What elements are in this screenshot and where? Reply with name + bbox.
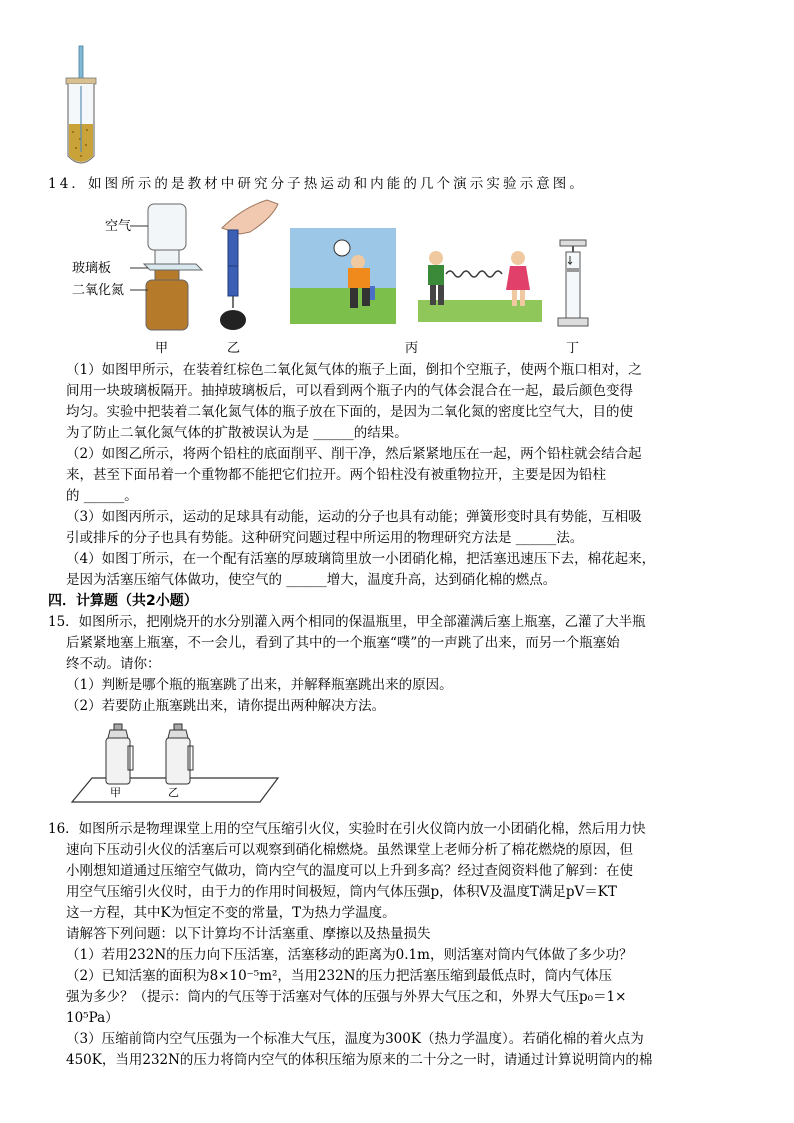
q16-line: 强为多少？（提示：筒内的气压等于活塞对气体的压强与外界大气压之和，外界大气压p₀＝1× xyxy=(66,989,627,1005)
q15-line: （1）判断是哪个瓶的瓶塞跳了出来，并解释瓶塞跳出来的原因。 xyxy=(66,677,453,693)
q14-line: 的 ______。 xyxy=(66,488,138,504)
figure-bing-soccer xyxy=(290,228,396,324)
q14-line: 来，甚至下面吊着一个重物都不能把它们拉开。两个铅柱没有被重物拉开，主要是因为铅柱 xyxy=(66,467,606,483)
test-tube-figure xyxy=(60,44,106,170)
q14-line: 为了防止二氧化氮气体的扩散被误认为是 ______的结果。 xyxy=(66,425,408,441)
label-bottle-jia: 甲 xyxy=(110,786,121,799)
leader-lines xyxy=(130,225,150,295)
label-air: 空气 xyxy=(105,219,132,234)
q15-line: 终不动。请你： xyxy=(66,656,161,672)
q16-line: 16．如图所示是物理课堂上用的空气压缩引火仪，实验时在引火仪筒内放一小团硝化棉，然后用力快 xyxy=(48,821,646,837)
figure-bing-spring xyxy=(418,240,542,322)
q14-line: 引或排斥的分子也具有势能。这种研究问题过程中所运用的物理研究方法是 ______法。 xyxy=(66,530,584,546)
label-glass-plate: 玻璃板 xyxy=(72,261,112,276)
q14-stem: 14．如图所示的是教材中研究分子热运动和内能的几个演示实验示意图。 xyxy=(48,176,586,192)
figure-yi-lead-cylinders xyxy=(212,198,282,338)
label-no2: 二氧化氮 xyxy=(72,283,125,298)
label-ding: 丁 xyxy=(566,341,580,356)
q16-line: 请解答下列问题：以下计算均不计活塞重、摩擦以及热量损失 xyxy=(66,926,431,942)
label-bottle-yi: 乙 xyxy=(168,786,179,799)
q16-line: 这一方程，其中K为恒定不变的常量，T为热力学温度。 xyxy=(66,905,396,921)
q14-line: 间用一块玻璃板隔开。抽掉玻璃板后，可以看到两个瓶子内的气体会混合在一起，最后颜色变得 xyxy=(66,383,633,399)
q14-line: 均匀。实验中把装着二氧化氮气体的瓶子放在下面的，是因为二氧化氮的密度比空气大，目的使 xyxy=(66,404,633,420)
q16-line: 用空气压缩引火仪时，由于力的作用时间极短，筒内气体压强p，体积V及温度T满足pV＝KT xyxy=(66,884,617,900)
q15-line: （2）若要防止瓶塞跳出来，请你提出两种解决方法。 xyxy=(66,698,386,714)
figure-jia-bottles xyxy=(140,200,210,335)
q15-line: 后紧紧地塞上瓶塞，不一会儿，看到了其中的一个瓶塞“噗”的一声跳了出来，而另一个瓶塞始 xyxy=(66,635,620,651)
q16-line: （3）压缩前筒内空气压强为一个标准大气压，温度为300K（热力学温度）。若硝化棉的着火点为 xyxy=(66,1031,644,1047)
q16-line: 速向下压动引火仪的活塞后可以观察到硝化棉燃烧。虽然课堂上老师分析了棉花燃烧的原因，但 xyxy=(66,842,633,858)
q14-line: （2）如图乙所示，将两个铅柱的底面削平、削干净，然后紧紧地压在一起，两个铅柱就会结合起 xyxy=(66,446,642,462)
q14-line: 是因为活塞压缩气体做功，使空气的 ______增大，温度升高，达到硝化棉的燃点。 xyxy=(66,572,557,588)
label-bing: 丙 xyxy=(405,341,419,356)
q16-line: （1）若用232N的压力向下压活塞，活塞移动的距离为0.1m，则活塞对筒内气体做了多少功？ xyxy=(66,947,633,963)
q15-line: 15．如图所示，把刚烧开的水分别灌入两个相同的保温瓶里，甲全部灌满后塞上瓶塞，乙灌了大半瓶 xyxy=(48,614,646,630)
label-jia: 甲 xyxy=(155,341,169,356)
q16-line: 10⁵Pa） xyxy=(66,1010,119,1026)
q16-line: 450K，当用232N的压力将筒内空气的体积压缩为原来的二十分之一时，请通过计算说明筒内的棉 xyxy=(66,1052,653,1068)
q14-line: （4）如图丁所示，在一个配有活塞的厚玻璃筒里放一小团硝化棉，把活塞迅速压下去，棉花起来， xyxy=(66,551,656,567)
q14-line: （3）如图丙所示，运动的足球具有动能，运动的分子也具有动能；弹簧形变时具有势能，互相吸 xyxy=(66,509,642,525)
figure-ding-igniter xyxy=(556,238,590,330)
q16-line: 小刚想知道通过压缩空气做功，筒内空气的温度可以上升到多高？经过查阅资料他了解到：在使 xyxy=(66,863,633,879)
section-heading: 四．计算题（共2小题） xyxy=(48,593,198,609)
q16-line: （2）已知活塞的面积为8×10⁻⁵m²，当用232N的压力把活塞压缩到最低点时，筒内气体压 xyxy=(66,968,612,984)
label-yi: 乙 xyxy=(227,341,241,356)
q14-line: （1）如图甲所示，在装着红棕色二氧化氮气体的瓶子上面，倒扣个空瓶子，使两个瓶口相对，之 xyxy=(66,362,642,378)
